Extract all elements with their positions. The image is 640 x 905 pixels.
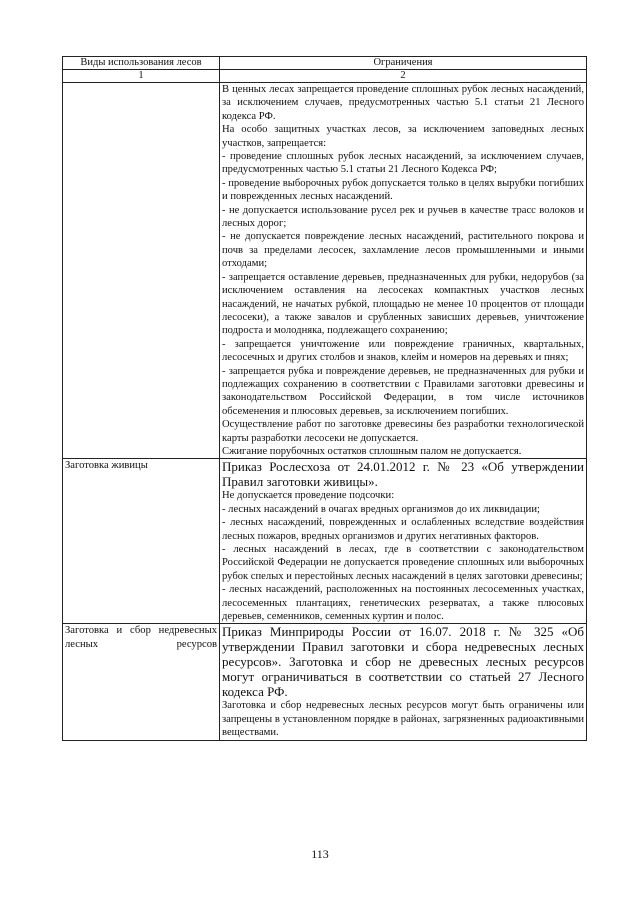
regulation-reference: Приказ Рослесхоза от 24.01.2012 г. № 23 «Об утверждении Правил заготовки живицы».	[222, 459, 584, 490]
use-cell: Заготовка живицы	[63, 459, 220, 624]
table-row	[63, 83, 587, 459]
paragraph: - лесных насаждений в лесах, где в соответствии с законодательством Российской Федерации не допускается проведение сплошных или выборочных рубок спелых и перестойных лесных насаждений в целях заготовки древесины;	[222, 544, 584, 582]
restrictions-cell	[220, 459, 587, 624]
paragraph: - запрещается уничтожение или повреждение граничных, квартальных, лесосечных и других столбов и знаков, клейм и номеров на деревьях и пнях;	[222, 338, 584, 364]
paragraph: - лесных насаждений в очагах вредных организмов до их ликвидации;	[222, 503, 540, 515]
paragraph: В ценных лесах запрещается проведение сплошных рубок лесных насаждений, за исключением случаев, предусмотренных частью 5.1 статьи 21 Лесного кодекса РФ.	[222, 84, 584, 122]
header-uses: Виды использования лесов	[63, 57, 220, 70]
page-number: 113	[311, 847, 329, 861]
paragraph: - не допускается повреждение лесных насаждений, растительного покрова и почв за пределами лесосек, захламление лесов промышленными и иными отходами;	[222, 231, 584, 270]
paragraph: На особо защитных участках лесов, за исключением заповедных лесных участков, запрещается:	[222, 124, 584, 149]
paragraph: - лесных насаждений, поврежденных и ослабленных вследствие воздействия лесных пожаров, вредных организмов и других негативных факторов.	[222, 517, 584, 542]
paragraph: - лесных насаждений, расположенных на постоянных лесосеменных участках, лесосеменных плантациях, генетических резерватах, а также плюсовых деревьев, семенников, семенных куртин и полос.	[222, 584, 584, 623]
paragraph: Заготовка и сбор недревесных лесных ресурсов могут быть ограничены или запрещены в установленном порядке в районах, загрязненных радиоактивными веществами.	[222, 700, 584, 739]
paragraph: - не допускается использование русел рек и ручьев в качестве трасс волоков и лесных дорог;	[222, 204, 584, 230]
paragraph: Не допускается проведение подсочки:	[222, 490, 395, 502]
regulation-reference: Приказ Минприроды России от 16.07. 2018 г. № 325 «Об утверждении Правил заготовки и сбора недревесных лесных ресурсов». Заготовка и сбор не древесных лесных ресурсов могут ограничиваться в соответствии со статьей 27 Лесного кодекса РФ.	[222, 624, 584, 700]
column-number-2: 2	[220, 70, 587, 83]
table-row	[63, 459, 587, 624]
use-cell: Заготовка и сбор недревесных лесных ресурсов	[63, 624, 220, 740]
paragraph: - проведение сплошных рубок лесных насаждений, за исключением случаев, предусмотренных частью 5.1 статьи 21 Лесного Кодекса РФ;	[222, 151, 584, 176]
column-number-1: 1	[63, 70, 220, 83]
restrictions-cell	[220, 624, 587, 740]
paragraph: - запрещается рубка и повреждение деревьев, не предназначенных для рубки и подлежащих сохранению в соответствии с Правилами заготовки древесины и законодательством Российской Федерации, в том числе источников обсеменения и плюсовых деревьев, за исключением погибших.	[222, 365, 584, 417]
paragraph: Осуществление работ по заготовке древесины без разработки технологической карты разработки лесосеки не допускается.	[222, 419, 584, 444]
restrictions-table	[62, 56, 587, 741]
table-row	[63, 624, 587, 740]
paragraph: - запрещается оставление деревьев, предназначенных для рубки, недорубов (за исключением оставления на лесосеках компактных участков лесных насаждений, не начатых рубкой, площадью не менее 10 процентов от площади лесосеки), а также завалов и срубленных зависших деревьев, уничтожение подроста и молодняка, подлежащего сохранению;	[222, 271, 584, 337]
use-cell	[63, 83, 220, 459]
header-row	[63, 57, 587, 70]
header-restrictions: Ограничения	[220, 57, 587, 70]
restrictions-cell	[220, 83, 587, 459]
paragraph: - проведение выборочных рубок допускается только в целях вырубки погибших и поврежденных лесных насаждений.	[222, 177, 584, 203]
column-number-row	[63, 70, 587, 83]
paragraph: Сжигание порубочных остатков сплошным палом не допускается.	[222, 445, 522, 457]
